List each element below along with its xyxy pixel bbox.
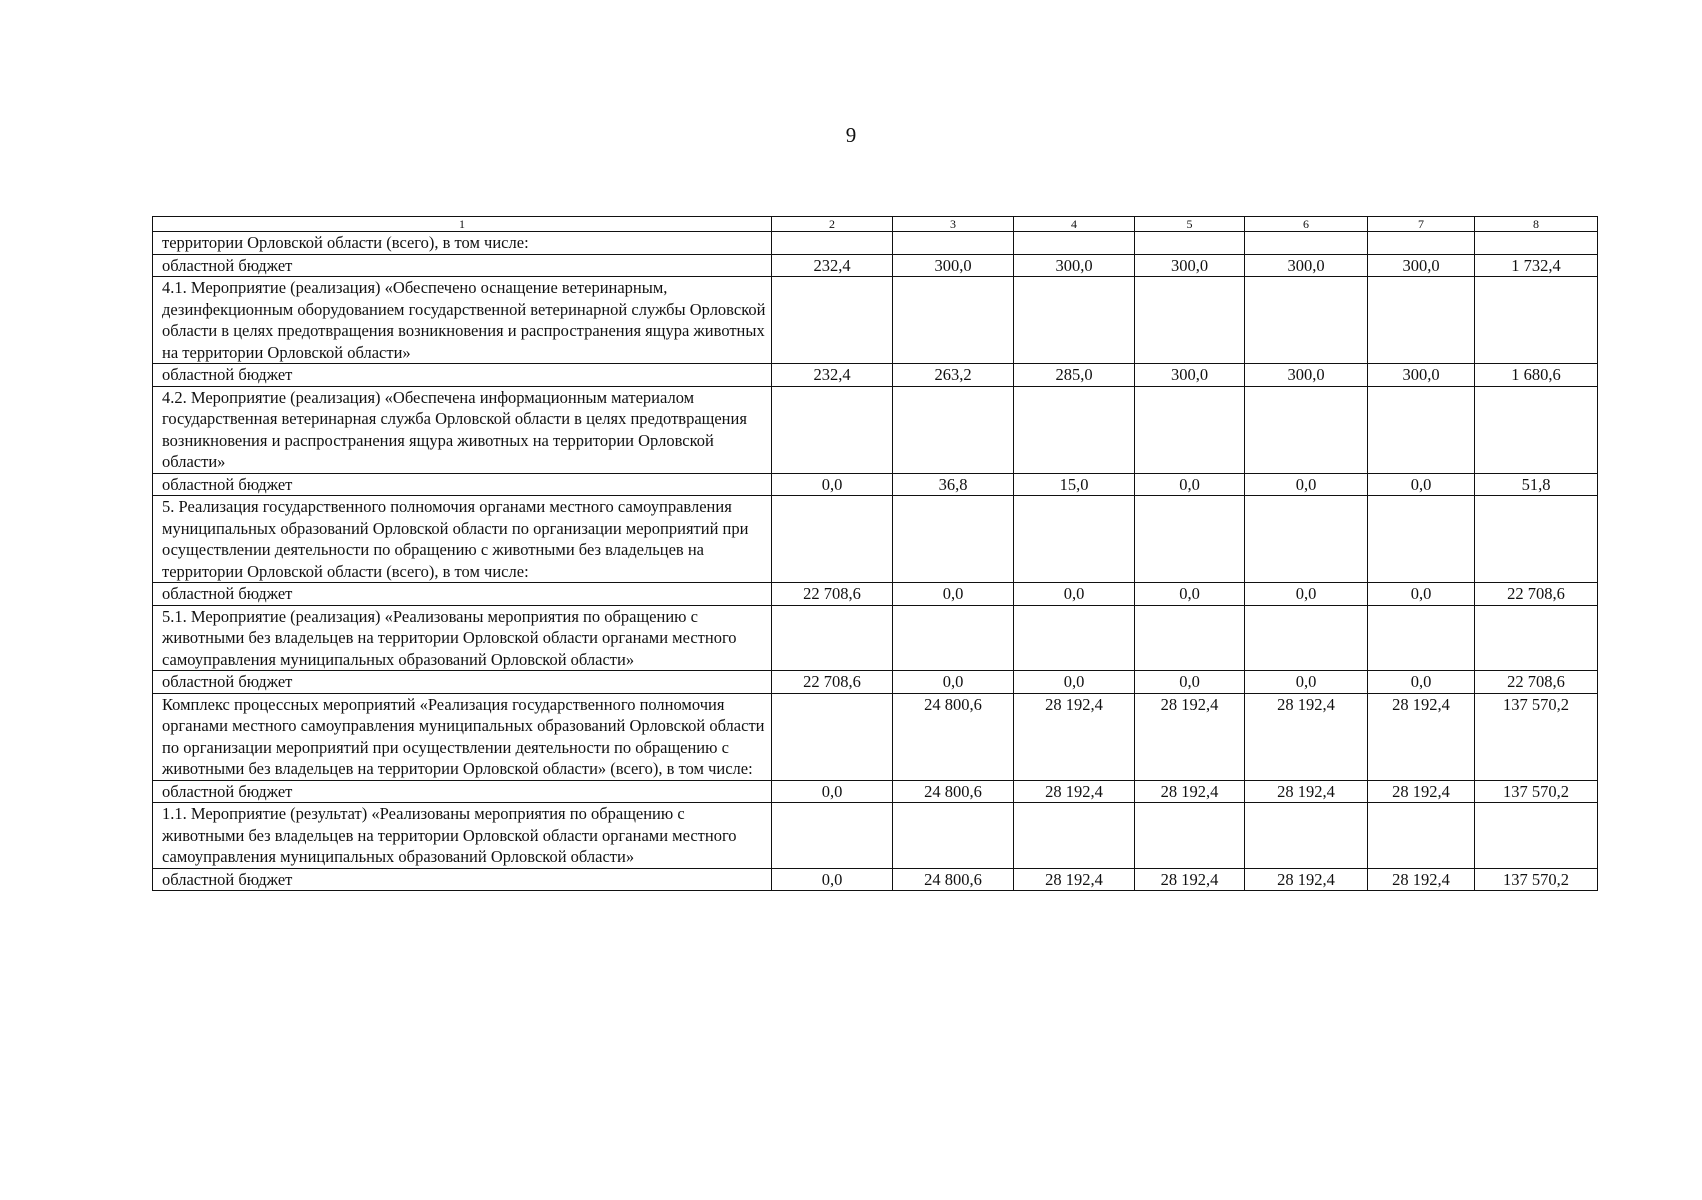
year-value-cell: [1014, 803, 1135, 869]
year-value-cell: 0,0: [1368, 583, 1475, 606]
year-value-cell: [893, 803, 1014, 869]
table-row: [153, 780, 1598, 803]
year-value-cell: [1135, 803, 1245, 869]
column-number-cell: 6: [1245, 217, 1368, 232]
year-value-cell: [772, 496, 893, 583]
year-value-cell: 0,0: [1014, 671, 1135, 694]
year-value-cell: 0,0: [893, 583, 1014, 606]
table-row: [153, 605, 1598, 671]
year-value-cell: [1245, 277, 1368, 364]
year-value-cell: [772, 232, 893, 255]
year-value-cell: 28 192,4: [1014, 780, 1135, 803]
table-row: [153, 232, 1598, 255]
year-value-cell: [1135, 232, 1245, 255]
table-row: [153, 496, 1598, 583]
total-value-cell: [1475, 803, 1598, 869]
year-value-cell: [893, 277, 1014, 364]
total-value-cell: [1475, 386, 1598, 473]
year-value-cell: [1368, 277, 1475, 364]
year-value-cell: 300,0: [1135, 364, 1245, 387]
year-value-cell: 15,0: [1014, 473, 1135, 496]
year-value-cell: [893, 232, 1014, 255]
total-value-cell: [1475, 232, 1598, 255]
year-value-cell: [893, 605, 1014, 671]
year-value-cell: [1014, 496, 1135, 583]
year-value-cell: [772, 605, 893, 671]
year-value-cell: [1135, 277, 1245, 364]
total-value-cell: 22 708,6: [1475, 583, 1598, 606]
year-value-cell: 28 192,4: [1245, 780, 1368, 803]
year-value-cell: 28 192,4: [1245, 868, 1368, 891]
year-value-cell: [1245, 496, 1368, 583]
total-value-cell: 137 570,2: [1475, 780, 1598, 803]
year-value-cell: 300,0: [1014, 254, 1135, 277]
row-label-cell: областной бюджет: [153, 780, 772, 803]
year-value-cell: 0,0: [1014, 583, 1135, 606]
year-value-cell: 22 708,6: [772, 583, 893, 606]
year-value-cell: [1135, 605, 1245, 671]
total-value-cell: [1475, 496, 1598, 583]
column-number-cell: 8: [1475, 217, 1598, 232]
year-value-cell: 28 192,4: [1135, 868, 1245, 891]
total-value-cell: 22 708,6: [1475, 671, 1598, 694]
row-label-cell: Комплекс процессных мероприятий «Реализация государственного полномочия органами местного самоуправления муниципальных образований Орловской области по организации мероприятий при осуществлении деятельности по обращению с животными без владельцев на территории Орловской области» (всего), в том числе:: [153, 693, 772, 780]
year-value-cell: 28 192,4: [1368, 693, 1475, 780]
table-row: [153, 803, 1598, 869]
total-value-cell: [1475, 277, 1598, 364]
table-row: [153, 473, 1598, 496]
year-value-cell: [1245, 605, 1368, 671]
total-value-cell: [1475, 605, 1598, 671]
year-value-cell: [1135, 496, 1245, 583]
year-value-cell: [772, 386, 893, 473]
year-value-cell: 24 800,6: [893, 780, 1014, 803]
year-value-cell: 28 192,4: [1014, 868, 1135, 891]
year-value-cell: 0,0: [772, 780, 893, 803]
year-value-cell: 0,0: [1245, 473, 1368, 496]
year-value-cell: [1135, 386, 1245, 473]
table-row: [153, 693, 1598, 780]
year-value-cell: 300,0: [1245, 254, 1368, 277]
year-value-cell: 22 708,6: [772, 671, 893, 694]
year-value-cell: 0,0: [893, 671, 1014, 694]
year-value-cell: 300,0: [1368, 254, 1475, 277]
year-value-cell: 0,0: [1368, 473, 1475, 496]
row-label-cell: областной бюджет: [153, 473, 772, 496]
year-value-cell: [1368, 496, 1475, 583]
year-value-cell: 232,4: [772, 364, 893, 387]
column-number-row: [153, 217, 1598, 232]
year-value-cell: [772, 277, 893, 364]
total-value-cell: 1 732,4: [1475, 254, 1598, 277]
row-label-cell: областной бюджет: [153, 254, 772, 277]
year-value-cell: 300,0: [1135, 254, 1245, 277]
year-value-cell: 0,0: [1135, 473, 1245, 496]
year-value-cell: [1014, 232, 1135, 255]
column-number-cell: 4: [1014, 217, 1135, 232]
year-value-cell: [1368, 605, 1475, 671]
year-value-cell: 285,0: [1014, 364, 1135, 387]
row-label-cell: областной бюджет: [153, 868, 772, 891]
year-value-cell: 0,0: [1135, 671, 1245, 694]
table-row: [153, 364, 1598, 387]
year-value-cell: [772, 693, 893, 780]
year-value-cell: 28 192,4: [1368, 868, 1475, 891]
column-number-cell: 5: [1135, 217, 1245, 232]
year-value-cell: [1245, 803, 1368, 869]
table-row: [153, 583, 1598, 606]
year-value-cell: [1245, 232, 1368, 255]
row-label-cell: 5. Реализация государственного полномочия органами местного самоуправления муниципальных образований Орловской области по организации мероприятий при осуществлении деятельности по обращению с животными без владельцев на территории Орловской области (всего), в том числе:: [153, 496, 772, 583]
column-number-cell: 3: [893, 217, 1014, 232]
year-value-cell: 24 800,6: [893, 868, 1014, 891]
year-value-cell: 28 192,4: [1135, 780, 1245, 803]
row-label-cell: 4.2. Мероприятие (реализация) «Обеспечена информационным материалом государственная ветеринарная служба Орловской области в целях предотвращения возникновения и распространения ящура животных на территории Орловской области»: [153, 386, 772, 473]
year-value-cell: 0,0: [772, 868, 893, 891]
total-value-cell: 137 570,2: [1475, 868, 1598, 891]
year-value-cell: 0,0: [1245, 583, 1368, 606]
year-value-cell: [1014, 605, 1135, 671]
row-label-cell: областной бюджет: [153, 364, 772, 387]
year-value-cell: [1245, 386, 1368, 473]
year-value-cell: 0,0: [1368, 671, 1475, 694]
table-row: [153, 868, 1598, 891]
year-value-cell: [1014, 277, 1135, 364]
column-number-cell: 1: [153, 217, 772, 232]
row-label-cell: областной бюджет: [153, 583, 772, 606]
year-value-cell: 0,0: [1245, 671, 1368, 694]
year-value-cell: [1014, 386, 1135, 473]
row-label-cell: 4.1. Мероприятие (реализация) «Обеспечено оснащение ветеринарным, дезинфекционным оборудованием государственной ветеринарной службы Орловской области в целях предотвращения возникновения и распространения ящура животных на территории Орловской области»: [153, 277, 772, 364]
table-row: [153, 671, 1598, 694]
year-value-cell: [1368, 232, 1475, 255]
year-value-cell: 300,0: [893, 254, 1014, 277]
page-number: 9: [845, 123, 857, 147]
table-row: [153, 277, 1598, 364]
table-row: [153, 386, 1598, 473]
year-value-cell: 28 192,4: [1245, 693, 1368, 780]
year-value-cell: 0,0: [1135, 583, 1245, 606]
year-value-cell: 263,2: [893, 364, 1014, 387]
row-label-cell: территории Орловской области (всего), в том числе:: [153, 232, 772, 255]
year-value-cell: 28 192,4: [1014, 693, 1135, 780]
year-value-cell: 28 192,4: [1368, 780, 1475, 803]
row-label-cell: 5.1. Мероприятие (реализация) «Реализованы мероприятия по обращению с животными без владельцев на территории Орловской области органами местного самоуправления муниципальных образований Орловской области»: [153, 605, 772, 671]
total-value-cell: 1 680,6: [1475, 364, 1598, 387]
year-value-cell: 0,0: [772, 473, 893, 496]
year-value-cell: 232,4: [772, 254, 893, 277]
year-value-cell: 24 800,6: [893, 693, 1014, 780]
row-label-cell: областной бюджет: [153, 671, 772, 694]
year-value-cell: 28 192,4: [1135, 693, 1245, 780]
year-value-cell: [893, 386, 1014, 473]
column-number-cell: 7: [1368, 217, 1475, 232]
year-value-cell: 36,8: [893, 473, 1014, 496]
year-value-cell: 300,0: [1368, 364, 1475, 387]
year-value-cell: [893, 496, 1014, 583]
total-value-cell: 137 570,2: [1475, 693, 1598, 780]
budget-table: [152, 216, 1598, 891]
total-value-cell: 51,8: [1475, 473, 1598, 496]
year-value-cell: [1368, 386, 1475, 473]
year-value-cell: [772, 803, 893, 869]
row-label-cell: 1.1. Мероприятие (результат) «Реализованы мероприятия по обращению с животными без владельцев на территории Орловской области органами местного самоуправления муниципальных образований Орловской области»: [153, 803, 772, 869]
column-number-cell: 2: [772, 217, 893, 232]
year-value-cell: 300,0: [1245, 364, 1368, 387]
year-value-cell: [1368, 803, 1475, 869]
table-row: [153, 254, 1598, 277]
